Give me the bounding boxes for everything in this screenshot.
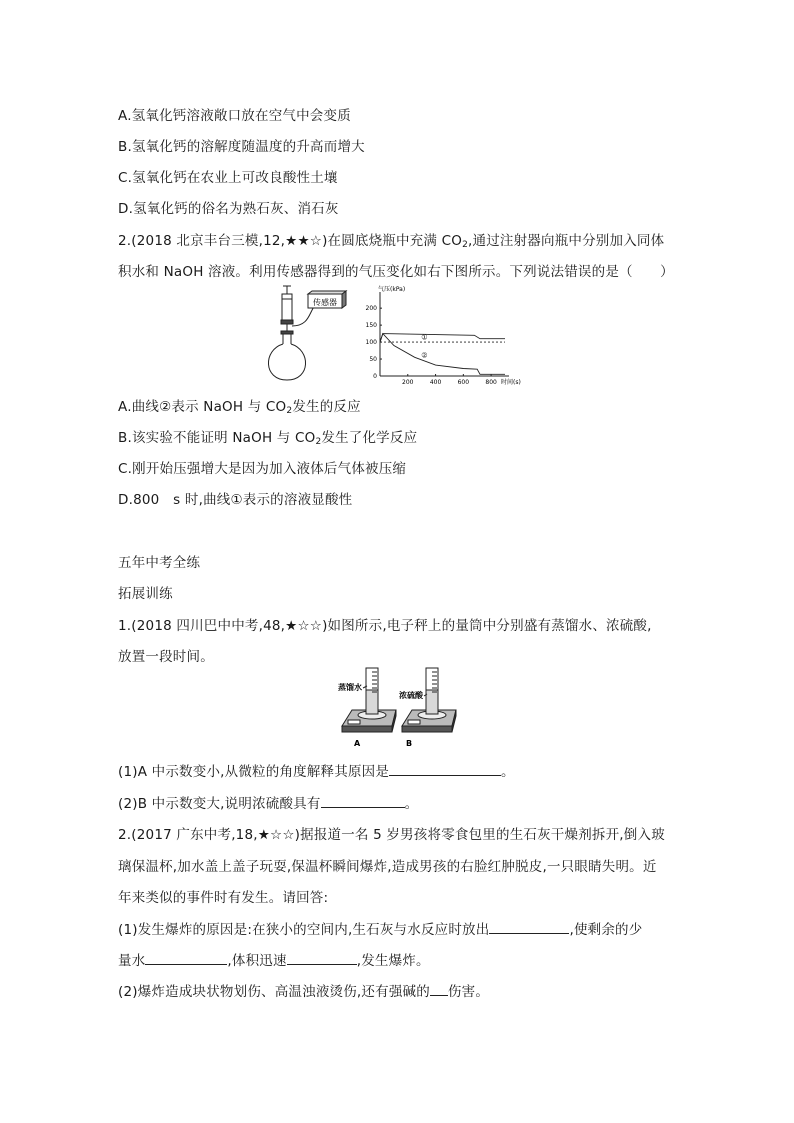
answer-blank[interactable] <box>489 919 569 934</box>
q4-sub1: (1)发生爆炸的原因是:在狭小的空间内,生石灰与水反应时放出 ,使剩余的少 <box>118 918 642 938</box>
section-title: 五年中考全练 <box>118 555 201 571</box>
label-water: 蒸馏水 <box>338 683 362 692</box>
q4-sub1-cont: 量水 ,体积迅速 ,发生爆炸。 <box>118 949 430 969</box>
x-tick-label: 200 <box>402 379 414 386</box>
pressure-chart <box>366 285 521 386</box>
flask-icon <box>268 334 305 380</box>
q2-option-b: B.该实验不能证明 NaOH 与 $CO_2$发生了化学反应 <box>118 430 418 447</box>
label-a: A <box>354 739 361 748</box>
experiment-figure <box>268 282 521 387</box>
q2-option-d: D.800 s 时,曲线①表示的溶液显酸性 <box>118 492 353 508</box>
y-tick-label: 200 <box>365 305 377 313</box>
label-b: B <box>406 739 413 748</box>
y-tick-label: 0 <box>373 373 377 380</box>
q3-stem-line2: 放置一段时间。 <box>118 649 214 665</box>
q4-stem-line2: 璃保温杯,加水盖上盖子玩耍,保温杯瞬间爆炸,造成男孩的右脸红肿脱皮,一只眼睛失明。近 <box>118 859 657 875</box>
question-stem-line2: 积水和 NaOH 溶液。利用传感器得到的气压变化如右下图所示。下列说法错误的是（ ） <box>118 264 674 280</box>
q4-stem-line3: 年来类似的事件时有发生。请回答: <box>118 890 329 906</box>
subsection-title: 拓展训练 <box>118 586 173 602</box>
label-acid: 浓硫酸 <box>399 691 423 700</box>
answer-blank[interactable] <box>321 793 405 808</box>
answer-blank[interactable] <box>145 950 227 965</box>
question-stem: 2.(2018 北京丰台三模,12,★★☆)在圆底烧瓶中充满 $CO_2$,通过注射器向瓶中分别加入同体 <box>118 233 665 250</box>
x-tick-label: 400 <box>429 379 442 386</box>
q4-sub2: (2)爆炸造成块状物划伤、高温浊液烫伤,还有强碱的 伤害。 <box>118 980 489 1000</box>
q2-option-c: C.刚开始压强增大是因为加入液体后气体被压缩 <box>118 461 407 477</box>
y-tick-label: 50 <box>369 356 377 364</box>
syringe-icon <box>281 286 293 334</box>
series-label: ② <box>421 351 428 360</box>
q3-sub2: (2)B 中示数变大,说明浓硫酸具有 。 <box>118 792 418 812</box>
series-label: ① <box>421 333 428 342</box>
y-tick-label: 150 <box>365 322 377 330</box>
q3-stem: 1.(2018 四川巴中中考,48,★☆☆)如图所示,电子秤上的量筒中分别盛有蒸馏水、浓硫酸, <box>118 618 652 634</box>
x-tick-label: 600 <box>457 379 470 386</box>
option-c: C.氢氧化钙在农业上可改良酸性土壤 <box>118 170 338 186</box>
balance-figure <box>336 660 466 752</box>
sensor-box <box>308 291 346 308</box>
series-line-2 <box>380 334 505 375</box>
series-line-1 <box>380 334 505 343</box>
q2-option-a: A.曲线②表示 NaOH 与 $CO_2$发生的反应 <box>118 399 361 416</box>
option-a: A.氢氧化钙溶液敞口放在空气中会变质 <box>118 108 351 124</box>
x-axis-label: 时间(s) <box>501 379 521 386</box>
option-d: D.氢氧化钙的俗名为熟石灰、消石灰 <box>118 201 339 217</box>
answer-blank[interactable] <box>389 761 501 776</box>
balance-b <box>402 668 456 732</box>
x-tick-label: 800 <box>485 379 497 386</box>
q3-sub1: (1)A 中示数变小,从微粒的角度解释其原因是 。 <box>118 760 515 780</box>
y-tick-label: 100 <box>365 339 377 347</box>
answer-blank[interactable] <box>430 981 448 996</box>
y-axis-label: 气压(kPa) <box>378 286 406 293</box>
sensor-label: 传感器 <box>313 298 337 307</box>
balance-a <box>342 668 396 732</box>
option-b: B.氢氧化钙的溶解度随温度的升高而增大 <box>118 139 365 155</box>
q4-stem: 2.(2017 广东中考,18,★☆☆)据报道一名 5 岁男孩将零食包里的生石灰干燥剂拆开,倒入玻 <box>118 827 665 843</box>
answer-blank[interactable] <box>287 950 357 965</box>
